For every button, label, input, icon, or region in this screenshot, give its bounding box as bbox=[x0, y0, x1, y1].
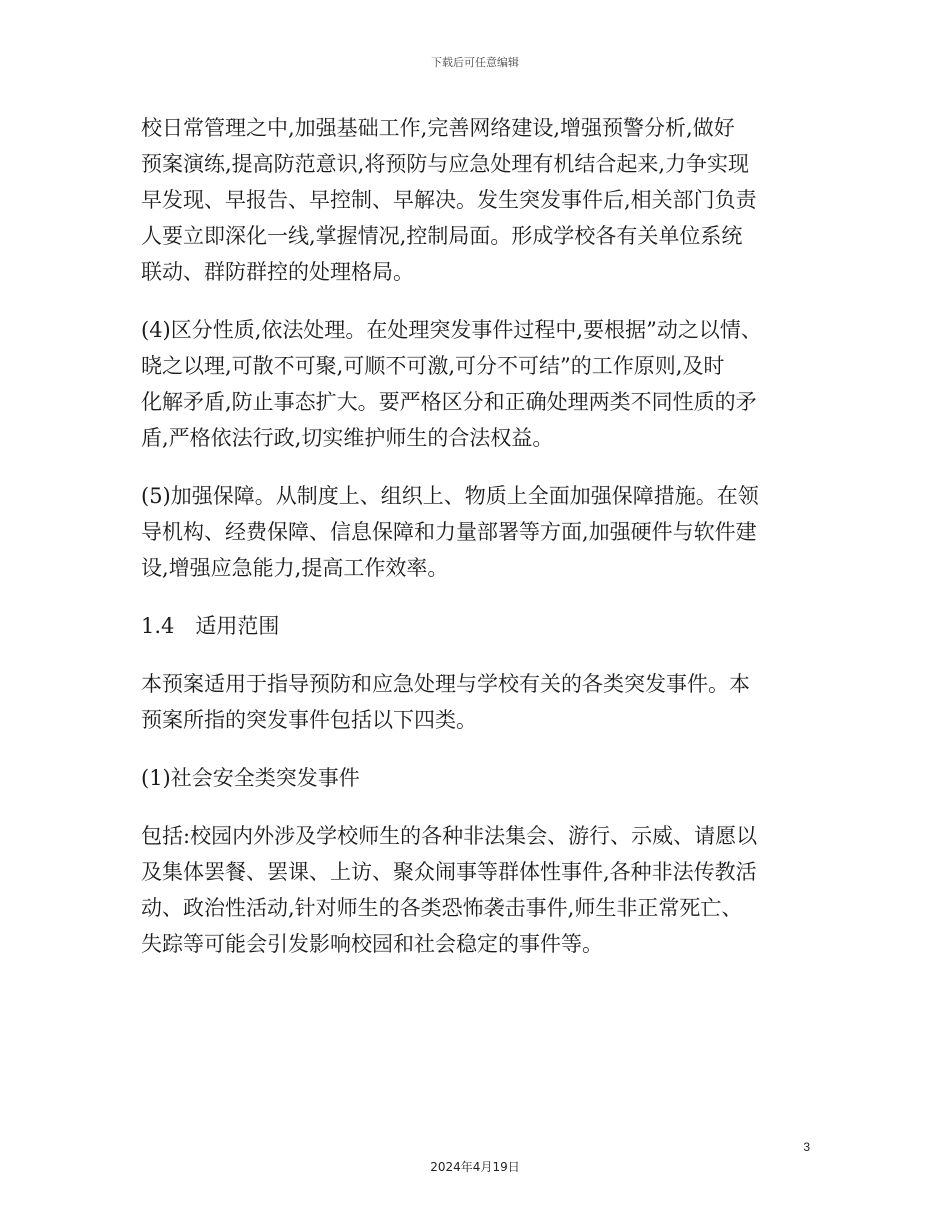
text-line: 盾,严格依法行政,切实维护师生的合法权益。 bbox=[141, 426, 554, 450]
page-header: 下载后可任意编辑 bbox=[431, 56, 519, 69]
text-line: 包括:校园内外涉及学校师生的各种非法集会、游行、示威、请愿以 bbox=[141, 824, 758, 848]
text-line: 化解矛盾,防止事态扩大。要严格区分和正确处理两类不同性质的矛 bbox=[141, 390, 757, 414]
text-line: 晓之以理,可散不可聚,可顺不可激,可分不可结”的工作原则,及时 bbox=[141, 354, 725, 378]
paragraph-principle-3-continued bbox=[141, 110, 831, 290]
text-line: 导机构、经费保障、信息保障和力量部署等方面,加强硬件与软件建 bbox=[141, 520, 757, 544]
text-line: 人要立即深化一线,掌握情况,控制局面。形成学校各有关单位系统 bbox=[141, 224, 743, 248]
text-line: (5)加强保障。从制度上、组织上、物质上全面加强保障措施。在领 bbox=[141, 484, 759, 508]
text-line: 联动、群防群控的处理格局。 bbox=[141, 260, 414, 284]
text-line: 预案演练,提高防范意识,将预防与应急处理有机结合起来,力争实现 bbox=[141, 152, 750, 176]
section-heading: 1.4 适用范围 bbox=[141, 614, 280, 638]
paragraph-scope-intro bbox=[141, 666, 831, 738]
text-line: 预案所指的突发事件包括以下四类。 bbox=[141, 708, 477, 732]
page-number: 3 bbox=[803, 1140, 810, 1154]
text-line: 早发现、早报告、早控制、早解决。发生突发事件后,相关部门负责 bbox=[141, 188, 757, 212]
text-line: 及集体罢餐、罢课、上访、聚众闹事等群体性事件,各种非法传教活 bbox=[141, 860, 757, 884]
text-line: 本预案适用于指导预防和应急处理与学校有关的各类突发事件。本 bbox=[141, 672, 750, 696]
text-line: 失踪等可能会引发影响校园和社会稳定的事件等。 bbox=[141, 932, 603, 956]
page-footer-date: 2024年4月19日 bbox=[430, 1160, 520, 1174]
text-line: (1)社会安全类突发事件 bbox=[141, 766, 360, 790]
paragraph-category-1-details bbox=[141, 818, 831, 962]
paragraph-category-1-title bbox=[141, 760, 831, 796]
text-line: 动、政治性活动,针对师生的各类恐怖袭击事件,师生非正常死亡、 bbox=[141, 896, 743, 920]
paragraph-principle-5 bbox=[141, 478, 831, 586]
document-body bbox=[141, 110, 831, 984]
text-line: 设,增强应急能力,提高工作效率。 bbox=[141, 556, 449, 580]
text-line: 校日常管理之中,加强基础工作,完善网络建设,增强预警分析,做好 bbox=[141, 116, 735, 140]
text-line: (4)区分性质,依法处理。在处理突发事件过程中,要根据”动之以情、 bbox=[141, 318, 762, 342]
paragraph-principle-4 bbox=[141, 312, 831, 456]
